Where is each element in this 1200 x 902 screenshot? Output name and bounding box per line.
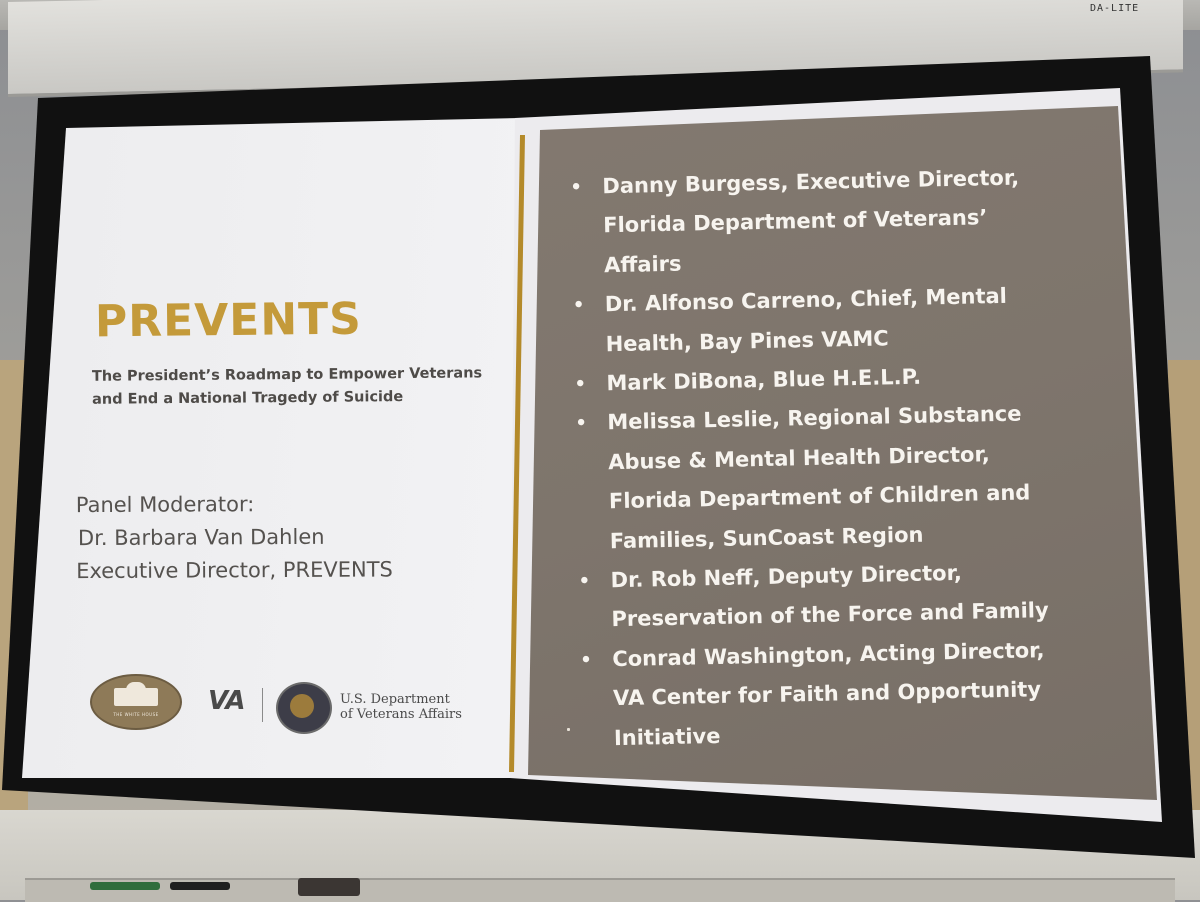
white-house-caption: THE WHITE HOUSE	[113, 712, 159, 717]
subtitle-line: The President’s Roadmap to Empower Veterans	[91, 365, 483, 385]
panelist-item	[568, 158, 1070, 287]
moderator-title: Executive Director, PREVENTS	[76, 557, 393, 584]
panelist-item	[578, 630, 1080, 759]
moderator-block	[76, 487, 497, 588]
va-name-line: U.S. Department	[340, 692, 450, 707]
panelist-line: Affairs	[603, 251, 682, 278]
white-house-seal-icon	[90, 674, 182, 730]
logo-divider	[262, 688, 263, 722]
va-eagle-icon	[290, 694, 314, 718]
panelist-item	[570, 276, 1072, 365]
bullet-icon: •	[574, 373, 587, 395]
projector-brand: DA-LITE	[1090, 3, 1140, 14]
moderator-label: Panel Moderator:	[75, 492, 255, 518]
bullet-icon: •	[575, 413, 588, 435]
bullet-icon: •	[578, 570, 591, 592]
stray-mark	[567, 728, 570, 731]
panelist-line: Mark DiBona, Blue H.E.L.P.	[606, 364, 922, 396]
white-house-building	[114, 688, 158, 706]
va-department-name	[340, 692, 462, 722]
panelist-item	[573, 394, 1076, 562]
panelist-item	[576, 552, 1078, 641]
subtitle-line: and End a National Tragedy of Suicide	[92, 389, 404, 408]
slide-title: PREVENTS	[94, 293, 363, 348]
panelist-line: Florida Department of Veterans’	[602, 205, 988, 238]
slide-subtitle	[92, 362, 502, 412]
va-seal-icon	[276, 682, 332, 734]
panelist-line: Initiative	[613, 723, 721, 750]
panelist-line: Families, SunCoast Region	[609, 522, 924, 553]
panelist-line: Florida Department of Children and	[608, 480, 1031, 514]
bullet-icon: •	[580, 649, 593, 671]
panelist-line: Dr. Alfonso Carreno, Chief, Mental	[604, 284, 1008, 317]
panelist-list	[568, 158, 1080, 759]
bullet-icon: •	[570, 176, 583, 198]
panelist-line: Dr. Rob Neff, Deputy Director,	[610, 560, 963, 593]
panelist-line: Danny Burgess, Executive Director,	[602, 165, 1020, 199]
panelist-line: Preservation of the Force and Family	[611, 598, 1049, 632]
moderator-name: Dr. Barbara Van Dahlen	[77, 524, 325, 551]
bullet-icon: •	[572, 294, 585, 317]
va-name-line: of Veterans Affairs	[340, 707, 462, 722]
panelist-line: Abuse & Mental Health Director,	[607, 442, 990, 475]
panelist-line: Conrad Washington, Acting Director,	[612, 638, 1045, 672]
panelist-line: VA Center for Faith and Opportunity	[612, 677, 1042, 711]
va-logo: VA	[208, 686, 245, 716]
panelist-line: Health, Bay Pines VAMC	[605, 325, 889, 356]
panelist-line: Melissa Leslie, Regional Substance	[607, 401, 1022, 435]
